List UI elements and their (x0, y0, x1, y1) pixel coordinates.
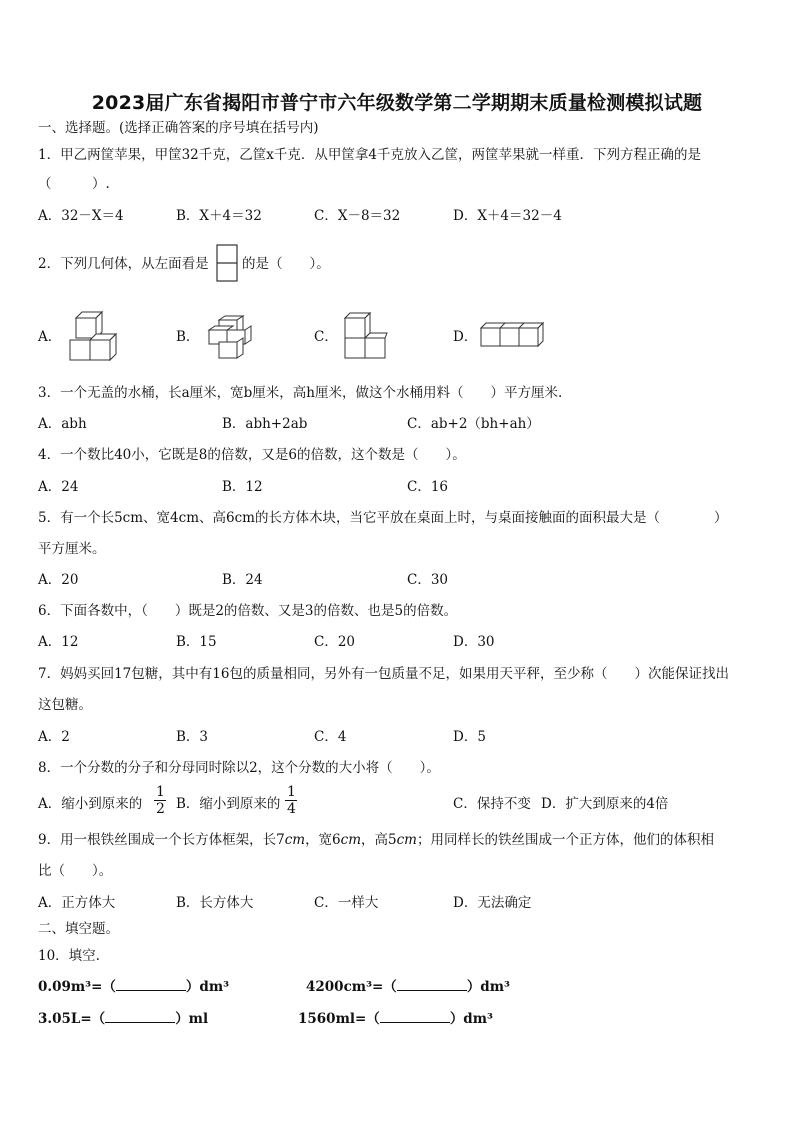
question-9-text-cont: 比（ ）。 (38, 863, 113, 879)
q1-option-b: B．X＋4＝32 (176, 208, 262, 224)
q4-option-a: A．24 (38, 479, 79, 495)
solid-figure-a (68, 310, 122, 362)
q3-option-a: A．abh (38, 416, 87, 432)
question-2-text-pre: 2．下列几何体，从左面看是 (38, 256, 209, 272)
q4-option-b: B．12 (222, 479, 263, 495)
q8-option-b-fraction: $\frac{1}{4}$ (287, 784, 296, 817)
solid-figure-c (343, 312, 389, 360)
answer-blank[interactable] (116, 978, 186, 991)
q1-option-d: D．X＋4＝32－4 (453, 208, 562, 224)
q1-option-a: A．32－X＝4 (38, 208, 124, 224)
question-2-text-post: 的是（ ）。 (242, 256, 330, 272)
question-10-heading: 10．填空. (38, 948, 100, 964)
q9-option-b: B．长方体大 (176, 895, 254, 911)
answer-blank[interactable] (397, 978, 467, 991)
q5-option-b: B．24 (222, 572, 263, 588)
section-heading-choice: 一、选择题。(选择正确答案的序号填在括号内) (38, 120, 319, 136)
q5-option-a: A．20 (38, 572, 79, 588)
q7-option-a: A．2 (38, 729, 70, 745)
question-8-text: 8．一个分数的分子和分母同时除以2，这个分数的大小将（ ）。 (38, 760, 440, 776)
solid-figure-b (205, 316, 257, 360)
q7-option-c: C．4 (314, 729, 347, 745)
question-7-text-cont: 这包糖。 (38, 697, 92, 713)
page-title: 2023届广东省揭阳市普宁市六年级数学第二学期期末质量检测模拟试题 (91, 92, 703, 114)
q2-option-c: C． (314, 329, 338, 345)
q3-option-c: C．ab+2（bh+ah） (407, 416, 540, 432)
q10-item-4: 1560ml=（ ）dm³ (298, 1011, 493, 1027)
answer-blank[interactable] (380, 1010, 450, 1023)
q7-option-b: B．3 (176, 729, 209, 745)
q8-option-a: A．缩小到原来的 (38, 796, 143, 812)
q8-option-d: D．扩大到原来的4倍 (541, 796, 669, 812)
question-3-text: 3．一个无盖的水桶，长a厘米，宽b厘米，高h厘米，做这个水桶用料（ ）平方厘米. (38, 385, 563, 401)
q3-option-b: B．abh+2ab (222, 416, 308, 432)
q10-item-2: 4200cm³=（ ）dm³ (306, 979, 510, 995)
question-1-text: 1．甲乙两筐苹果，甲筐32千克，乙筐x千克．从甲筐拿4千克放入乙筐，两筐苹果就一样重．下列方程正确的是 (38, 147, 701, 163)
section-heading-fill: 二、填空题。 (38, 921, 119, 937)
q9-option-c: C．一样大 (314, 895, 379, 911)
q9-option-a: A．正方体大 (38, 895, 116, 911)
left-view-figure (216, 244, 238, 282)
q9-option-d: D．无法确定 (453, 895, 532, 911)
q10-item-3: 3.05L=（ ）ml (38, 1011, 209, 1027)
q5-option-c: C．30 (407, 572, 449, 588)
question-1-text-cont: （ ）. (38, 176, 110, 192)
q8-option-a-fraction: $\frac{1}{2}$ (156, 784, 165, 817)
q4-option-c: C．16 (407, 479, 449, 495)
question-5-text-cont: 平方厘米。 (38, 541, 106, 557)
solid-figure-d (480, 322, 546, 348)
q8-option-c: C．保持不变 (453, 796, 531, 812)
q1-option-c: C．X－8＝32 (314, 208, 401, 224)
question-6-text: 6．下面各数中，（ ）既是2的倍数、又是3的倍数、也是5的倍数。 (38, 603, 458, 619)
q6-option-a: A．12 (38, 634, 79, 650)
q8-option-b: B．缩小到原来的 (176, 796, 281, 812)
q6-option-d: D．30 (453, 634, 495, 650)
q2-option-a: A． (38, 329, 62, 345)
q7-option-d: D．5 (453, 729, 486, 745)
question-5-text: 5．有一个长5cm、宽4cm、高6cm的长方体木块，当它平放在桌面上时，与桌面接触面的面积最大是（ ） (38, 510, 728, 526)
question-4-text: 4．一个数比40小，它既是8的倍数，又是6的倍数，这个数是（ ）。 (38, 447, 466, 463)
question-7-text: 7．妈妈买回17包糖，其中有16包的质量相同，另外有一包质量不足，如果用天平秤，至少称（ ）次能保证找出 (38, 666, 729, 682)
q2-option-b: B． (176, 329, 200, 345)
answer-blank[interactable] (105, 1010, 175, 1023)
question-9-text: 9．用一根铁丝围成一个长方体框架，长7cm，宽6cm，高5cm；用同样长的铁丝围成一个正方体，他们的体积相 (38, 832, 714, 848)
q10-item-1: 0.09m³=（ ）dm³ (38, 979, 230, 995)
q6-option-b: B．15 (176, 634, 217, 650)
q6-option-c: C．20 (314, 634, 356, 650)
q2-option-d: D． (453, 329, 478, 345)
